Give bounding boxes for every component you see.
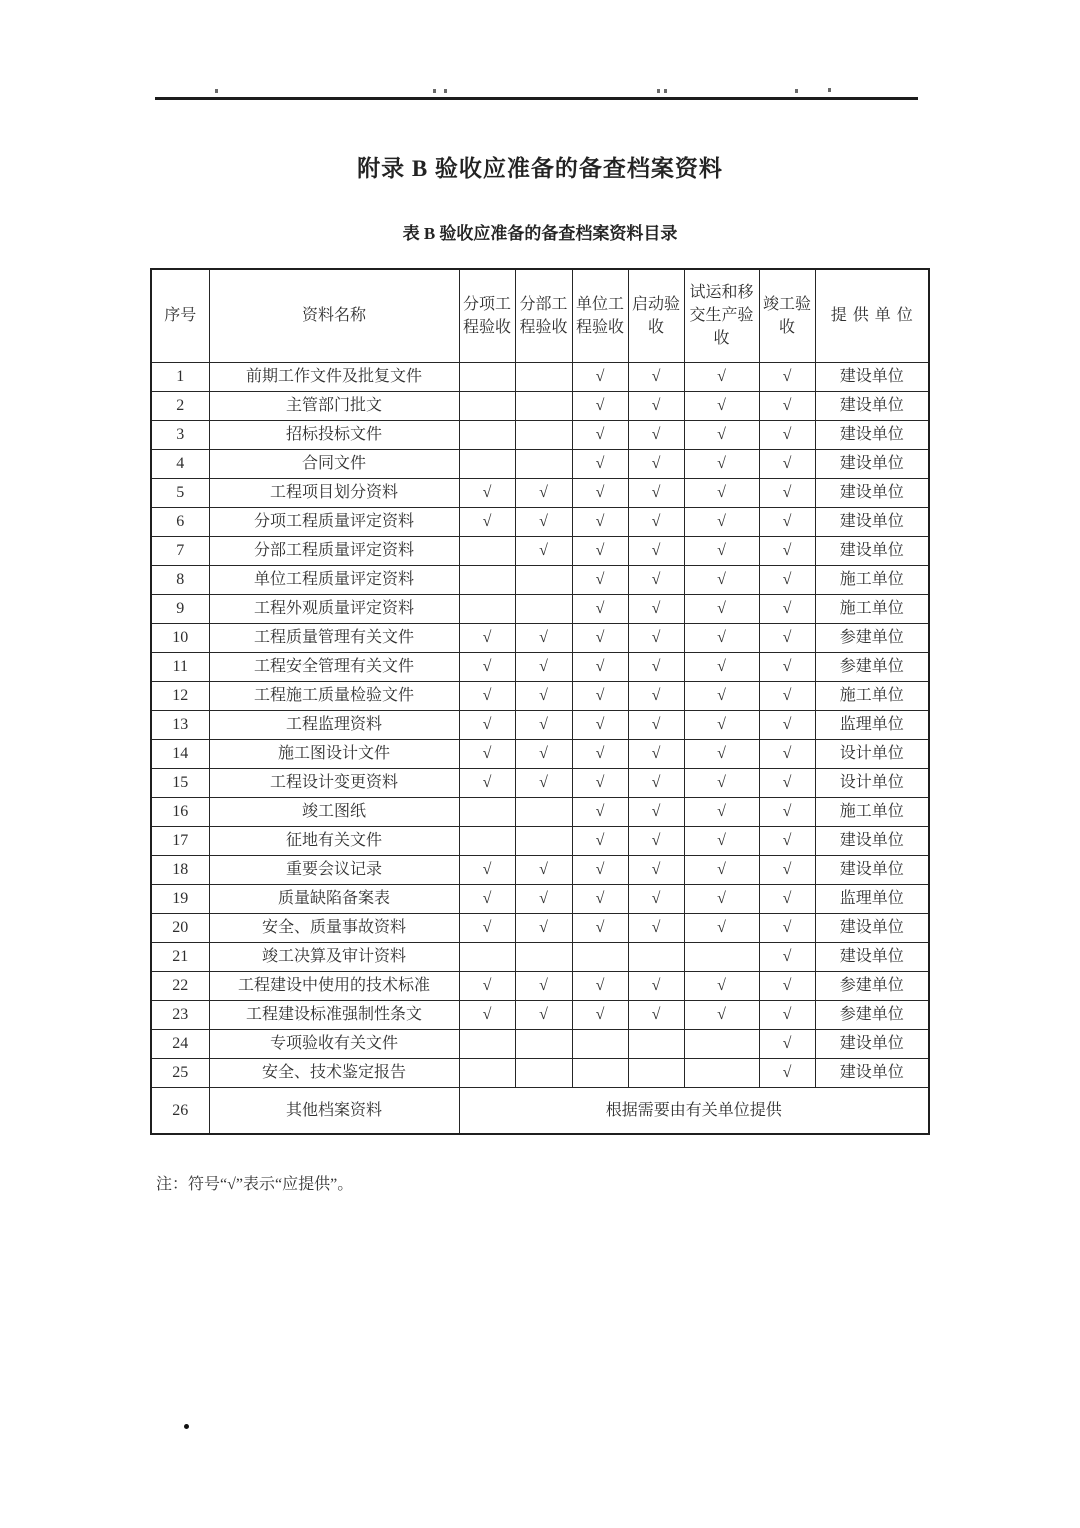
check-mark-cell: √ — [572, 768, 628, 797]
provider-unit: 参建单位 — [815, 652, 929, 681]
provider-unit: 施工单位 — [815, 594, 929, 623]
column-header-4: 分部工程验收 — [515, 269, 572, 362]
table-header — [151, 269, 929, 362]
check-mark-cell: √ — [759, 1000, 815, 1029]
check-mark-cell: √ — [628, 652, 684, 681]
provider-unit: 参建单位 — [815, 623, 929, 652]
provider-unit: 建设单位 — [815, 507, 929, 536]
material-name: 专项验收有关文件 — [209, 1029, 459, 1058]
row-number: 8 — [151, 565, 209, 594]
table-body — [151, 362, 929, 1134]
scan-artifact — [795, 89, 798, 93]
empty-cell — [684, 942, 759, 971]
empty-cell — [515, 565, 572, 594]
check-mark-cell: √ — [684, 1000, 759, 1029]
empty-cell — [459, 826, 515, 855]
check-mark-cell: √ — [572, 565, 628, 594]
check-mark-cell: √ — [759, 449, 815, 478]
row-number: 16 — [151, 797, 209, 826]
provider-unit: 监理单位 — [815, 884, 929, 913]
provider-unit: 施工单位 — [815, 797, 929, 826]
check-mark-cell: √ — [572, 797, 628, 826]
check-mark-cell: √ — [628, 681, 684, 710]
empty-cell — [515, 1029, 572, 1058]
check-mark-cell: √ — [628, 449, 684, 478]
check-mark-cell: √ — [628, 1000, 684, 1029]
table-row — [151, 594, 929, 623]
table-row — [151, 826, 929, 855]
check-mark-cell: √ — [572, 826, 628, 855]
check-mark-cell: √ — [759, 971, 815, 1000]
provider-unit: 建设单位 — [815, 536, 929, 565]
check-mark-cell: √ — [628, 826, 684, 855]
table-row — [151, 623, 929, 652]
row-number: 14 — [151, 739, 209, 768]
check-mark-cell: √ — [515, 884, 572, 913]
check-mark-cell: √ — [515, 971, 572, 1000]
check-mark-cell: √ — [459, 884, 515, 913]
table-row — [151, 710, 929, 739]
check-mark-cell: √ — [572, 971, 628, 1000]
check-mark-cell: √ — [759, 1058, 815, 1087]
check-mark-cell: √ — [572, 594, 628, 623]
check-mark-cell: √ — [459, 971, 515, 1000]
empty-cell — [572, 942, 628, 971]
check-mark-cell: √ — [628, 594, 684, 623]
material-name: 工程项目划分资料 — [209, 478, 459, 507]
table-row — [151, 797, 929, 826]
table-row — [151, 971, 929, 1000]
check-mark-cell: √ — [572, 855, 628, 884]
empty-cell — [459, 391, 515, 420]
check-mark-cell: √ — [459, 652, 515, 681]
empty-cell — [459, 797, 515, 826]
check-mark-cell: √ — [459, 507, 515, 536]
provider-unit: 建设单位 — [815, 826, 929, 855]
check-mark-cell: √ — [572, 623, 628, 652]
check-mark-cell: √ — [684, 623, 759, 652]
empty-cell — [515, 391, 572, 420]
provider-unit: 设计单位 — [815, 768, 929, 797]
check-mark-cell: √ — [572, 420, 628, 449]
table-row — [151, 391, 929, 420]
check-mark-cell: √ — [684, 768, 759, 797]
provider-unit: 建设单位 — [815, 855, 929, 884]
check-mark-cell: √ — [759, 681, 815, 710]
check-mark-cell: √ — [515, 1000, 572, 1029]
check-mark-cell: √ — [759, 942, 815, 971]
material-name: 分项工程质量评定资料 — [209, 507, 459, 536]
provider-unit: 建设单位 — [815, 1029, 929, 1058]
empty-cell — [515, 797, 572, 826]
material-name: 工程建设中使用的技术标准 — [209, 971, 459, 1000]
check-mark-cell: √ — [759, 623, 815, 652]
check-mark-cell: √ — [759, 710, 815, 739]
scan-artifact — [444, 89, 447, 93]
check-mark-cell: √ — [628, 362, 684, 391]
material-name: 工程安全管理有关文件 — [209, 652, 459, 681]
table-row — [151, 536, 929, 565]
empty-cell — [459, 1029, 515, 1058]
row-number: 12 — [151, 681, 209, 710]
row-number: 21 — [151, 942, 209, 971]
empty-cell — [459, 942, 515, 971]
check-mark-cell: √ — [515, 710, 572, 739]
check-mark-cell: √ — [759, 391, 815, 420]
material-name: 主管部门批文 — [209, 391, 459, 420]
table-row — [151, 1087, 929, 1134]
provider-unit: 参建单位 — [815, 1000, 929, 1029]
material-name: 工程质量管理有关文件 — [209, 623, 459, 652]
material-name: 征地有关文件 — [209, 826, 459, 855]
empty-cell — [459, 362, 515, 391]
row-number: 4 — [151, 449, 209, 478]
check-mark-cell: √ — [684, 710, 759, 739]
check-mark-cell: √ — [459, 913, 515, 942]
check-mark-cell: √ — [759, 594, 815, 623]
check-mark-cell: √ — [572, 710, 628, 739]
check-mark-cell: √ — [684, 478, 759, 507]
check-mark-cell: √ — [759, 1029, 815, 1058]
provider-unit: 参建单位 — [815, 971, 929, 1000]
check-mark-cell: √ — [684, 826, 759, 855]
column-header-8: 竣工验收 — [759, 269, 815, 362]
column-header-5: 单位工程验收 — [572, 269, 628, 362]
check-mark-cell: √ — [572, 507, 628, 536]
empty-cell — [684, 1058, 759, 1087]
scan-artifact — [215, 89, 218, 93]
check-mark-cell: √ — [684, 971, 759, 1000]
check-mark-cell: √ — [572, 362, 628, 391]
check-mark-cell: √ — [628, 739, 684, 768]
check-mark-cell: √ — [684, 449, 759, 478]
check-mark-cell: √ — [459, 1000, 515, 1029]
provider-unit: 建设单位 — [815, 913, 929, 942]
check-mark-cell: √ — [684, 565, 759, 594]
scan-artifact — [828, 88, 831, 92]
check-mark-cell: √ — [759, 652, 815, 681]
footnote: 注：符号“√”表示“应提供”。 — [156, 1176, 354, 1193]
column-header-9: 提供单位 — [815, 269, 929, 362]
row-number: 13 — [151, 710, 209, 739]
row-number: 22 — [151, 971, 209, 1000]
table-row — [151, 739, 929, 768]
check-mark-cell: √ — [759, 739, 815, 768]
table-row — [151, 768, 929, 797]
check-mark-cell: √ — [628, 507, 684, 536]
empty-cell — [515, 420, 572, 449]
provider-unit: 监理单位 — [815, 710, 929, 739]
material-name: 工程监理资料 — [209, 710, 459, 739]
row-number: 23 — [151, 1000, 209, 1029]
check-mark-cell: √ — [759, 507, 815, 536]
empty-cell — [459, 536, 515, 565]
empty-cell — [515, 449, 572, 478]
check-mark-cell: √ — [759, 565, 815, 594]
page-top-rule — [155, 97, 918, 100]
table-row — [151, 681, 929, 710]
check-mark-cell: √ — [515, 623, 572, 652]
check-mark-cell: √ — [572, 478, 628, 507]
table-row — [151, 884, 929, 913]
empty-cell — [459, 594, 515, 623]
scan-artifact — [664, 89, 667, 93]
material-name: 质量缺陷备案表 — [209, 884, 459, 913]
material-name: 工程设计变更资料 — [209, 768, 459, 797]
check-mark-cell: √ — [515, 913, 572, 942]
check-mark-cell: √ — [459, 855, 515, 884]
check-mark-cell: √ — [684, 913, 759, 942]
material-name: 安全、技术鉴定报告 — [209, 1058, 459, 1087]
row-number: 24 — [151, 1029, 209, 1058]
table-row — [151, 1000, 929, 1029]
row-number: 6 — [151, 507, 209, 536]
check-mark-cell: √ — [515, 855, 572, 884]
check-mark-cell: √ — [459, 710, 515, 739]
empty-cell — [459, 449, 515, 478]
check-mark-cell: √ — [684, 652, 759, 681]
check-mark-cell: √ — [628, 855, 684, 884]
table-row — [151, 362, 929, 391]
check-mark-cell: √ — [628, 768, 684, 797]
material-name: 其他档案资料 — [209, 1087, 459, 1134]
row-number: 10 — [151, 623, 209, 652]
table-row — [151, 420, 929, 449]
material-name: 招标投标文件 — [209, 420, 459, 449]
check-mark-cell: √ — [572, 652, 628, 681]
check-mark-cell: √ — [572, 884, 628, 913]
material-name: 工程外观质量评定资料 — [209, 594, 459, 623]
table-row — [151, 652, 929, 681]
empty-cell — [459, 420, 515, 449]
check-mark-cell: √ — [572, 1000, 628, 1029]
material-name: 重要会议记录 — [209, 855, 459, 884]
row-number: 20 — [151, 913, 209, 942]
check-mark-cell: √ — [572, 681, 628, 710]
row-number: 9 — [151, 594, 209, 623]
row-number: 1 — [151, 362, 209, 391]
check-mark-cell: √ — [572, 449, 628, 478]
check-mark-cell: √ — [684, 536, 759, 565]
material-name: 工程施工质量检验文件 — [209, 681, 459, 710]
column-header-2: 资料名称 — [209, 269, 459, 362]
check-mark-cell: √ — [684, 420, 759, 449]
provider-unit: 建设单位 — [815, 478, 929, 507]
check-mark-cell: √ — [759, 884, 815, 913]
check-mark-cell: √ — [759, 826, 815, 855]
check-mark-cell: √ — [515, 652, 572, 681]
check-mark-cell: √ — [515, 768, 572, 797]
row-number: 11 — [151, 652, 209, 681]
empty-cell — [684, 1029, 759, 1058]
check-mark-cell: √ — [759, 420, 815, 449]
table-row — [151, 449, 929, 478]
check-mark-cell: √ — [459, 623, 515, 652]
check-mark-cell: √ — [628, 420, 684, 449]
empty-cell — [459, 565, 515, 594]
material-name: 施工图设计文件 — [209, 739, 459, 768]
provider-unit: 建设单位 — [815, 362, 929, 391]
check-mark-cell: √ — [628, 884, 684, 913]
check-mark-cell: √ — [572, 391, 628, 420]
page-title: 附录 B 验收应准备的备查档案资料 — [357, 156, 723, 181]
provider-unit: 施工单位 — [815, 565, 929, 594]
check-mark-cell: √ — [628, 913, 684, 942]
check-mark-cell: √ — [515, 536, 572, 565]
check-mark-cell: √ — [628, 478, 684, 507]
scan-artifact — [433, 89, 436, 93]
check-mark-cell: √ — [684, 797, 759, 826]
table-row — [151, 478, 929, 507]
table-row — [151, 1058, 929, 1087]
column-header-6: 启动验收 — [628, 269, 684, 362]
provider-unit: 设计单位 — [815, 739, 929, 768]
scan-artifact — [657, 89, 660, 93]
check-mark-cell: √ — [684, 362, 759, 391]
row-number: 15 — [151, 768, 209, 797]
check-mark-cell: √ — [628, 391, 684, 420]
check-mark-cell: √ — [628, 797, 684, 826]
check-mark-cell: √ — [459, 478, 515, 507]
check-mark-cell: √ — [684, 855, 759, 884]
material-name: 分部工程质量评定资料 — [209, 536, 459, 565]
provider-unit: 施工单位 — [815, 681, 929, 710]
row-number: 5 — [151, 478, 209, 507]
check-mark-cell: √ — [628, 710, 684, 739]
merged-note: 根据需要由有关单位提供 — [459, 1087, 929, 1134]
material-name: 安全、质量事故资料 — [209, 913, 459, 942]
empty-cell — [515, 942, 572, 971]
check-mark-cell: √ — [628, 623, 684, 652]
check-mark-cell: √ — [684, 507, 759, 536]
check-mark-cell: √ — [628, 971, 684, 1000]
empty-cell — [515, 594, 572, 623]
check-mark-cell: √ — [459, 739, 515, 768]
table-row — [151, 913, 929, 942]
row-number: 18 — [151, 855, 209, 884]
material-name: 竣工决算及审计资料 — [209, 942, 459, 971]
check-mark-cell: √ — [684, 681, 759, 710]
check-mark-cell: √ — [628, 536, 684, 565]
table-row — [151, 565, 929, 594]
check-mark-cell: √ — [572, 739, 628, 768]
archive-materials-table — [150, 268, 930, 1135]
row-number: 17 — [151, 826, 209, 855]
check-mark-cell: √ — [459, 768, 515, 797]
column-header-3: 分项工程验收 — [459, 269, 515, 362]
empty-cell — [628, 1029, 684, 1058]
check-mark-cell: √ — [572, 913, 628, 942]
material-name: 单位工程质量评定资料 — [209, 565, 459, 594]
table-row — [151, 1029, 929, 1058]
provider-unit: 建设单位 — [815, 942, 929, 971]
row-number: 7 — [151, 536, 209, 565]
check-mark-cell: √ — [759, 768, 815, 797]
table-title: 表 B 验收应准备的备查档案资料目录 — [402, 224, 678, 243]
table-row — [151, 855, 929, 884]
row-number: 25 — [151, 1058, 209, 1087]
check-mark-cell: √ — [515, 739, 572, 768]
empty-cell — [515, 362, 572, 391]
check-mark-cell: √ — [759, 478, 815, 507]
check-mark-cell: √ — [759, 536, 815, 565]
scan-dot — [184, 1424, 189, 1429]
check-mark-cell: √ — [684, 594, 759, 623]
table-row — [151, 507, 929, 536]
row-number: 3 — [151, 420, 209, 449]
empty-cell — [515, 826, 572, 855]
check-mark-cell: √ — [684, 739, 759, 768]
check-mark-cell: √ — [684, 884, 759, 913]
column-header-1: 序号 — [151, 269, 209, 362]
empty-cell — [515, 1058, 572, 1087]
check-mark-cell: √ — [759, 362, 815, 391]
check-mark-cell: √ — [572, 536, 628, 565]
check-mark-cell: √ — [515, 478, 572, 507]
row-number: 19 — [151, 884, 209, 913]
material-name: 前期工作文件及批复文件 — [209, 362, 459, 391]
provider-unit: 建设单位 — [815, 1058, 929, 1087]
row-number: 26 — [151, 1087, 209, 1134]
table-row — [151, 942, 929, 971]
empty-cell — [459, 1058, 515, 1087]
check-mark-cell: √ — [759, 797, 815, 826]
column-header-7: 试运和移交生产验收 — [684, 269, 759, 362]
row-number: 2 — [151, 391, 209, 420]
material-name: 合同文件 — [209, 449, 459, 478]
provider-unit: 建设单位 — [815, 391, 929, 420]
check-mark-cell: √ — [515, 681, 572, 710]
material-name: 竣工图纸 — [209, 797, 459, 826]
check-mark-cell: √ — [684, 391, 759, 420]
check-mark-cell: √ — [628, 565, 684, 594]
provider-unit: 建设单位 — [815, 449, 929, 478]
check-mark-cell: √ — [459, 681, 515, 710]
empty-cell — [572, 1029, 628, 1058]
empty-cell — [628, 1058, 684, 1087]
empty-cell — [572, 1058, 628, 1087]
provider-unit: 建设单位 — [815, 420, 929, 449]
check-mark-cell: √ — [515, 507, 572, 536]
header-row — [151, 269, 929, 362]
check-mark-cell: √ — [759, 855, 815, 884]
material-name: 工程建设标准强制性条文 — [209, 1000, 459, 1029]
check-mark-cell: √ — [759, 913, 815, 942]
empty-cell — [628, 942, 684, 971]
